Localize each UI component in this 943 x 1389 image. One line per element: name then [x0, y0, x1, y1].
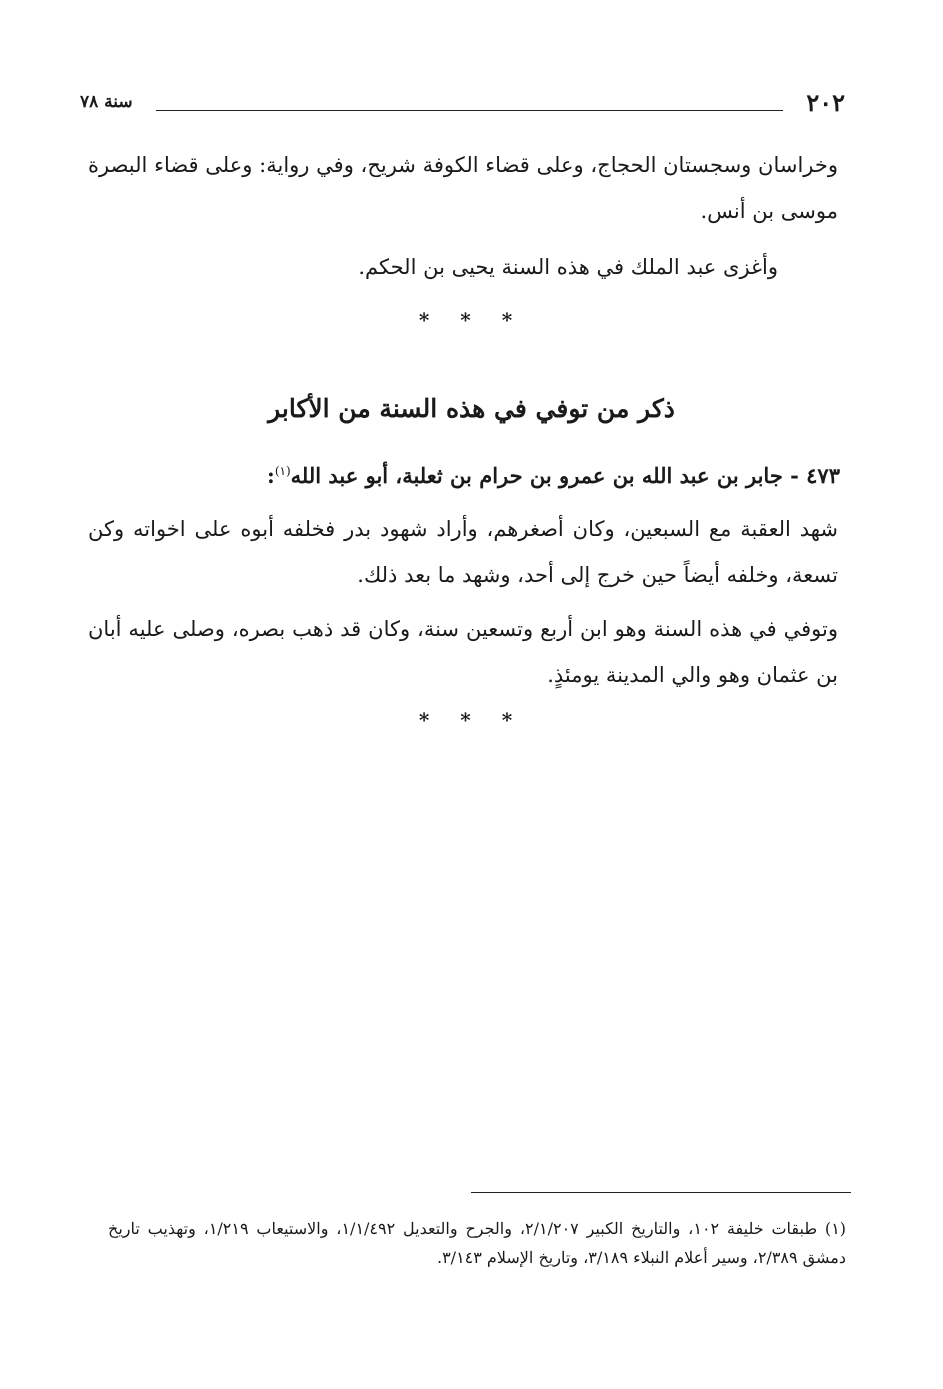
paragraph-1: وخراسان وسجستان الحجاج، وعلى قضاء الكوفة شريح، وفي رواية: وعلى قضاء البصرة موسى بن أنس. — [88, 153, 838, 223]
page-header — [80, 88, 845, 118]
paragraph-3: شهد العقبة مع السبعين، وكان أصغرهم، وأراد شهود بدر فخلفه أبوه على اخواته وكن تسعة، وخلفه أيضاً حين خرج إلى أحد، وشهد ما بعد ذلك. — [88, 517, 838, 587]
entry-title-text: ٤٧٣ - جابر بن عبد الله بن عمرو بن حرام بن ثعلبة، أبو عبد الله — [290, 463, 840, 488]
entry-title — [200, 454, 840, 493]
footnote: (١) طبقات خليفة ١٠٢، والتاريخ الكبير ٢/١/٢٠٧، والجرح والتعديل ١/١/٤٩٢، والاستيعاب ١/٢١٩، وتهذيب تاريخ دمشق ٢/٣٨٩، وسير أعلام النبلاء ٣/١٨٩، وتاريخ الإسلام ٣/١٤٣. — [108, 1219, 847, 1267]
section-separator: * * * — [418, 308, 525, 332]
header-rule — [156, 110, 783, 111]
paragraph-4: وتوفي في هذه السنة وهو ابن أربع وتسعين سنة، وكان قد ذهب بصره، وصلى عليه أبان بن عثمان وهو والي المدينة يومئذٍ. — [88, 617, 838, 687]
entry-title-colon: : — [267, 463, 275, 488]
paragraph-2: وأغزى عبد الملك في هذه السنة يحيى بن الحكم. — [358, 255, 778, 279]
section-heading: ذكر من توفي في هذه السنة من الأكابر — [268, 394, 675, 423]
footnote-reference: (١) — [274, 464, 291, 478]
footnote-rule — [471, 1192, 851, 1193]
page-number: ٢٠٢ — [806, 88, 845, 117]
running-title: سنة ٧٨ — [80, 92, 133, 112]
section-separator-end: * * * — [418, 708, 525, 732]
